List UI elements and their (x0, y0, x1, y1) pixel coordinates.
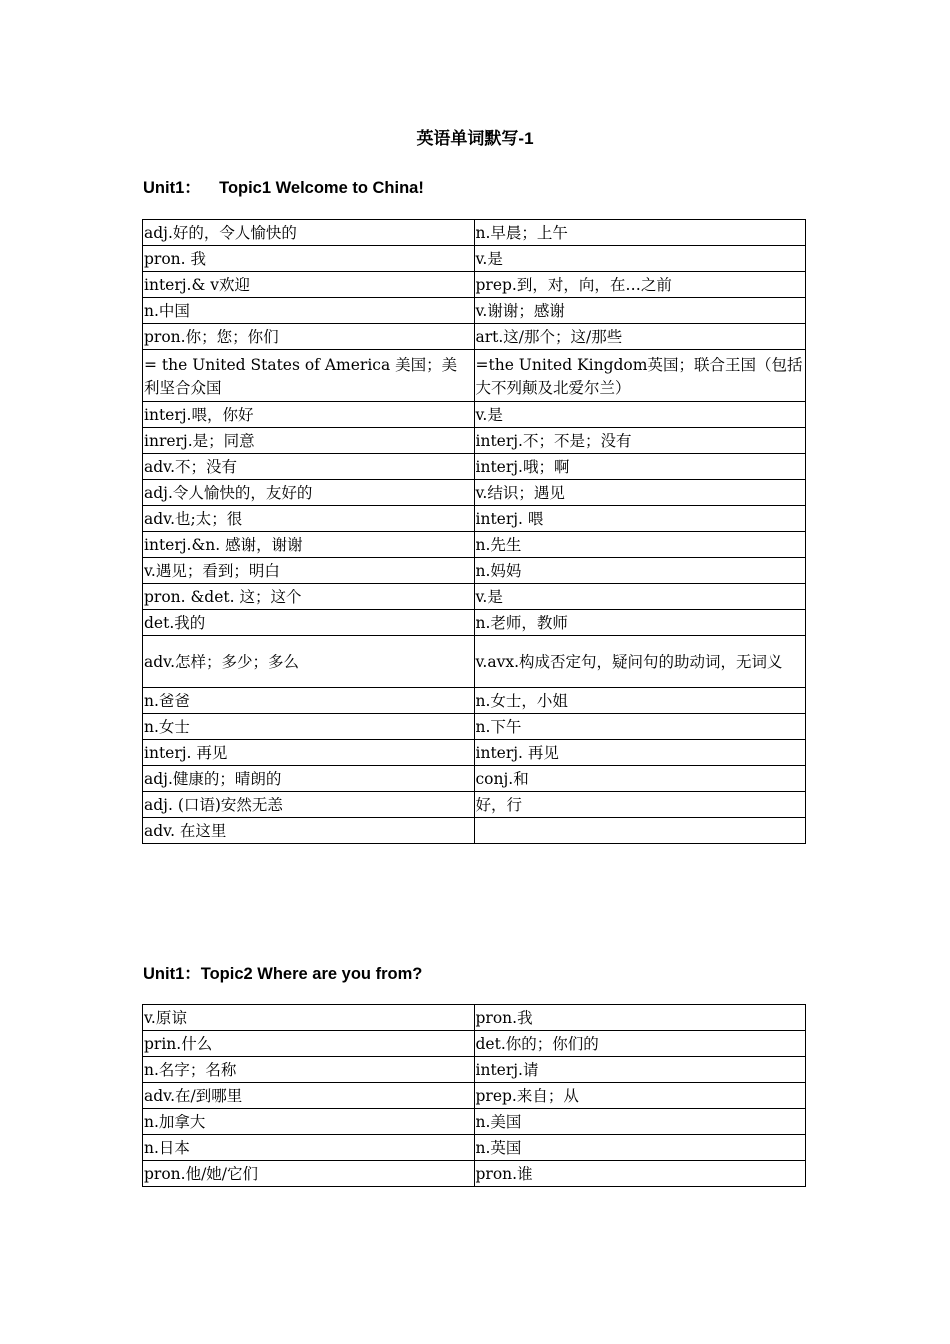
table-cell: v.avx.构成否定句，疑问句的助动词，无词义 (474, 636, 806, 688)
table-cell: interj.&n. 感谢，谢谢 (143, 532, 475, 558)
table-row (143, 298, 806, 324)
table-cell: n.女士 (143, 714, 475, 740)
table-cell: interj. 再见 (474, 740, 806, 766)
table-cell: n.爸爸 (143, 688, 475, 714)
table-cell: n.下午 (474, 714, 806, 740)
table-cell: n.美国 (474, 1109, 806, 1135)
table-cell: n.加拿大 (143, 1109, 475, 1135)
table-cell: v.谢谢；感谢 (474, 298, 806, 324)
table-cell: adv.在/到哪里 (143, 1083, 475, 1109)
table-cell: n.老师，教师 (474, 610, 806, 636)
table-cell: v.原谅 (143, 1005, 475, 1031)
table-cell: n.妈妈 (474, 558, 806, 584)
table-row (143, 688, 806, 714)
table-row (143, 532, 806, 558)
table-cell: prep.来自；从 (474, 1083, 806, 1109)
table-row (143, 1135, 806, 1161)
table-cell: adj.健康的；晴朗的 (143, 766, 475, 792)
table-row (143, 714, 806, 740)
table-cell: adj.令人愉快的，友好的 (143, 480, 475, 506)
section-heading-topic1: Unit1： Topic1 Welcome to China! (143, 179, 424, 197)
table-row (143, 740, 806, 766)
table-cell: interj. 喂 (474, 506, 806, 532)
table-row (143, 1109, 806, 1135)
table-cell: prin.什么 (143, 1031, 475, 1057)
table-cell: n.中国 (143, 298, 475, 324)
vocab-table-topic2 (142, 1004, 806, 1187)
table-cell: =the United Kingdom英国；联合王国（包括大不列颠及北爱尔兰） (474, 350, 806, 402)
table-cell: interj.不；不是；没有 (474, 428, 806, 454)
table-cell: n.先生 (474, 532, 806, 558)
table-cell: pron.你；您；你们 (143, 324, 475, 350)
table-row (143, 402, 806, 428)
table-cell: n.女士，小姐 (474, 688, 806, 714)
table-row (143, 1057, 806, 1083)
table-cell: interj.喂，你好 (143, 402, 475, 428)
table-cell: adv. 在这里 (143, 818, 475, 844)
table-cell: = the United States of America 美国；美利坚合众国 (143, 350, 475, 402)
table-row (143, 1161, 806, 1187)
vocab-table-topic1 (142, 219, 806, 844)
table-cell: interj.请 (474, 1057, 806, 1083)
table-cell: adj. (口语)安然无恙 (143, 792, 475, 818)
table-cell: pron.谁 (474, 1161, 806, 1187)
table-row (143, 610, 806, 636)
table-cell: n.名字；名称 (143, 1057, 475, 1083)
table-row (143, 350, 806, 402)
table-row (143, 1031, 806, 1057)
table-cell: prep.到，对，向，在…之前 (474, 272, 806, 298)
table-row (143, 1083, 806, 1109)
table-cell: art.这/那个；这/那些 (474, 324, 806, 350)
table-row (143, 766, 806, 792)
table-cell: n.日本 (143, 1135, 475, 1161)
table-row (143, 558, 806, 584)
table-row (143, 220, 806, 246)
table-cell: adv.不；没有 (143, 454, 475, 480)
table-cell: det.我的 (143, 610, 475, 636)
table-cell: interj. 再见 (143, 740, 475, 766)
table-cell: interj.& v欢迎 (143, 272, 475, 298)
table-row (143, 246, 806, 272)
table-cell: v.遇见；看到；明白 (143, 558, 475, 584)
table-row (143, 454, 806, 480)
table-cell: adv.怎样；多少；多么 (143, 636, 475, 688)
table-cell: v.是 (474, 584, 806, 610)
table-row (143, 1005, 806, 1031)
table-cell: pron. 我 (143, 246, 475, 272)
table-row (143, 480, 806, 506)
table-cell: v.是 (474, 246, 806, 272)
table-row (143, 636, 806, 688)
table-row (143, 818, 806, 844)
table-cell: n.早晨；上午 (474, 220, 806, 246)
section-heading-topic2: Unit1：Topic2 Where are you from? (143, 965, 423, 983)
table-cell: interj.哦；啊 (474, 454, 806, 480)
table-cell: n.英国 (474, 1135, 806, 1161)
table-cell: pron.他/她/它们 (143, 1161, 475, 1187)
table-row (143, 506, 806, 532)
table-row (143, 584, 806, 610)
table-cell: 好，行 (474, 792, 806, 818)
table-row (143, 272, 806, 298)
table-cell: det.你的；你们的 (474, 1031, 806, 1057)
table-cell: conj.和 (474, 766, 806, 792)
table-cell: inrerj.是；同意 (143, 428, 475, 454)
document-title: 英语单词默写-1 (416, 129, 534, 148)
table-cell: v.是 (474, 402, 806, 428)
table-cell: v.结识；遇见 (474, 480, 806, 506)
table-row (143, 324, 806, 350)
table-row (143, 792, 806, 818)
table-cell: pron.我 (474, 1005, 806, 1031)
table-cell: pron. &det. 这；这个 (143, 584, 475, 610)
table-cell: adv.也;太；很 (143, 506, 475, 532)
table-row (143, 428, 806, 454)
table-cell: adj.好的，令人愉快的 (143, 220, 475, 246)
table-cell (474, 818, 806, 844)
